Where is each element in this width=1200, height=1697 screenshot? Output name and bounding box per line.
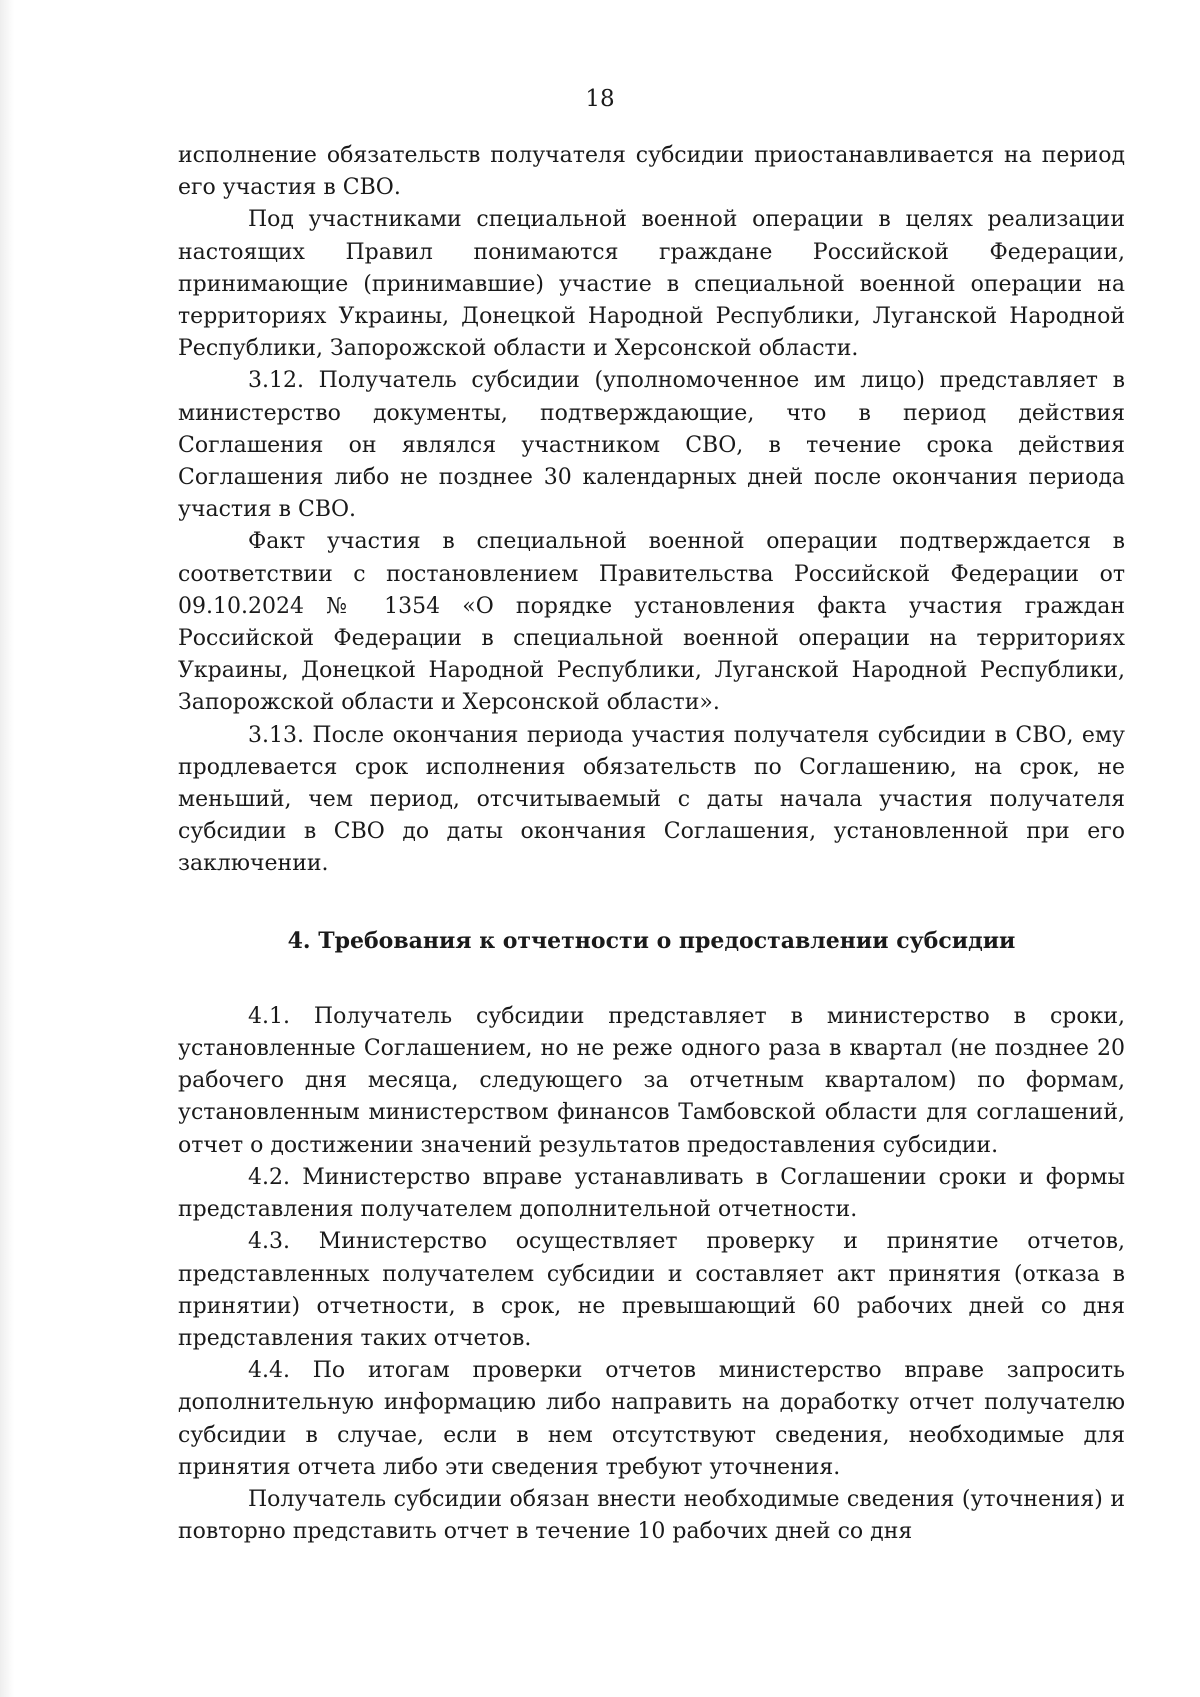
page-number: 18 — [585, 86, 615, 112]
scan-edge-shadow — [0, 0, 14, 1697]
paragraph-4-1: 4.1. Получатель субсидии представляет в министерство в сроки, установленные Соглашением, но не реже одного раза в квартал (не позднее 20 рабочего дня месяца, следующего за отчетным кварталом) по формам, установленным министерством финансов Тамбовской области для соглашений, отчет о достижении значений результатов предоставления субсидии. — [178, 1003, 1125, 1158]
paragraph-3-12: 3.12. Получатель субсидии (уполномоченное им лицо) представляет в министерство документы, подтверждающие, что в период действия Соглашения он являлся участником СВО, в течение срока действия Соглашения либо не позднее 30 календарных дней после окончания периода участия в СВО. — [178, 368, 1125, 523]
section-heading-4: 4. Требования к отчетности о предоставлении субсидии — [287, 927, 1016, 954]
paragraph-recipient-obligation: Получатель субсидии обязан внести необходимые сведения (уточнения) и повторно представить отчет в течение 10 рабочих дней со дня — [178, 1486, 1125, 1545]
paragraph-3-13: 3.13. После окончания периода участия получателя субсидии в СВО, ему продлевается срок исполнения обязательств по Соглашению, на срок, не меньший, чем период, отсчитываемый с даты начала участия получателя субсидии в СВО до даты окончания Соглашения, установленной при его заключении. — [178, 722, 1125, 877]
paragraph-4-4: 4.4. По итогам проверки отчетов министерство вправе запросить дополнительную информацию либо направить на доработку отчет получателю субсидии в случае, если в нем отсутствуют сведения, необходимые для принятия отчета либо эти сведения требуют уточнения. — [178, 1358, 1125, 1480]
paragraph-fact-of-participation: Факт участия в специальной военной операции подтверждается в соответствии с постановлением Правительства Российской Федерации от 09.10.2024 № 1354 «О порядке установления факта участия граждан Российской Федерации в специальной военной операции на территориях Украины, Донецкой Народной Республики, Луганской Народной Республики, Запорожской области и Херсонской области». — [178, 529, 1125, 716]
paragraph-4-3: 4.3. Министерство осуществляет проверку и принятие отчетов, представленных получателем субсидии и составляет акт принятия (отказа в принятии) отчетности, в срок, не превышающий 60 рабочих дней со дня представления таких отчетов. — [178, 1229, 1125, 1351]
paragraph-4-2: 4.2. Министерство вправе устанавливать в Соглашении сроки и формы представления получателем дополнительной отчетности. — [178, 1164, 1125, 1223]
paragraph-continuation: исполнение обязательств получателя субсидии приостанавливается на период его участия в СВО. — [178, 143, 1125, 201]
paragraph-svo-participants: Под участниками специальной военной операции в целях реализации настоящих Правил понимаются граждане Российской Федерации, принимающие (принимавшие) участие в специальной военной операции на территориях Украины, Донецкой Народной Республики, Луганской Народной Республики, Запорожской области и Херсонской области. — [178, 207, 1125, 362]
document-body — [178, 140, 1125, 1548]
